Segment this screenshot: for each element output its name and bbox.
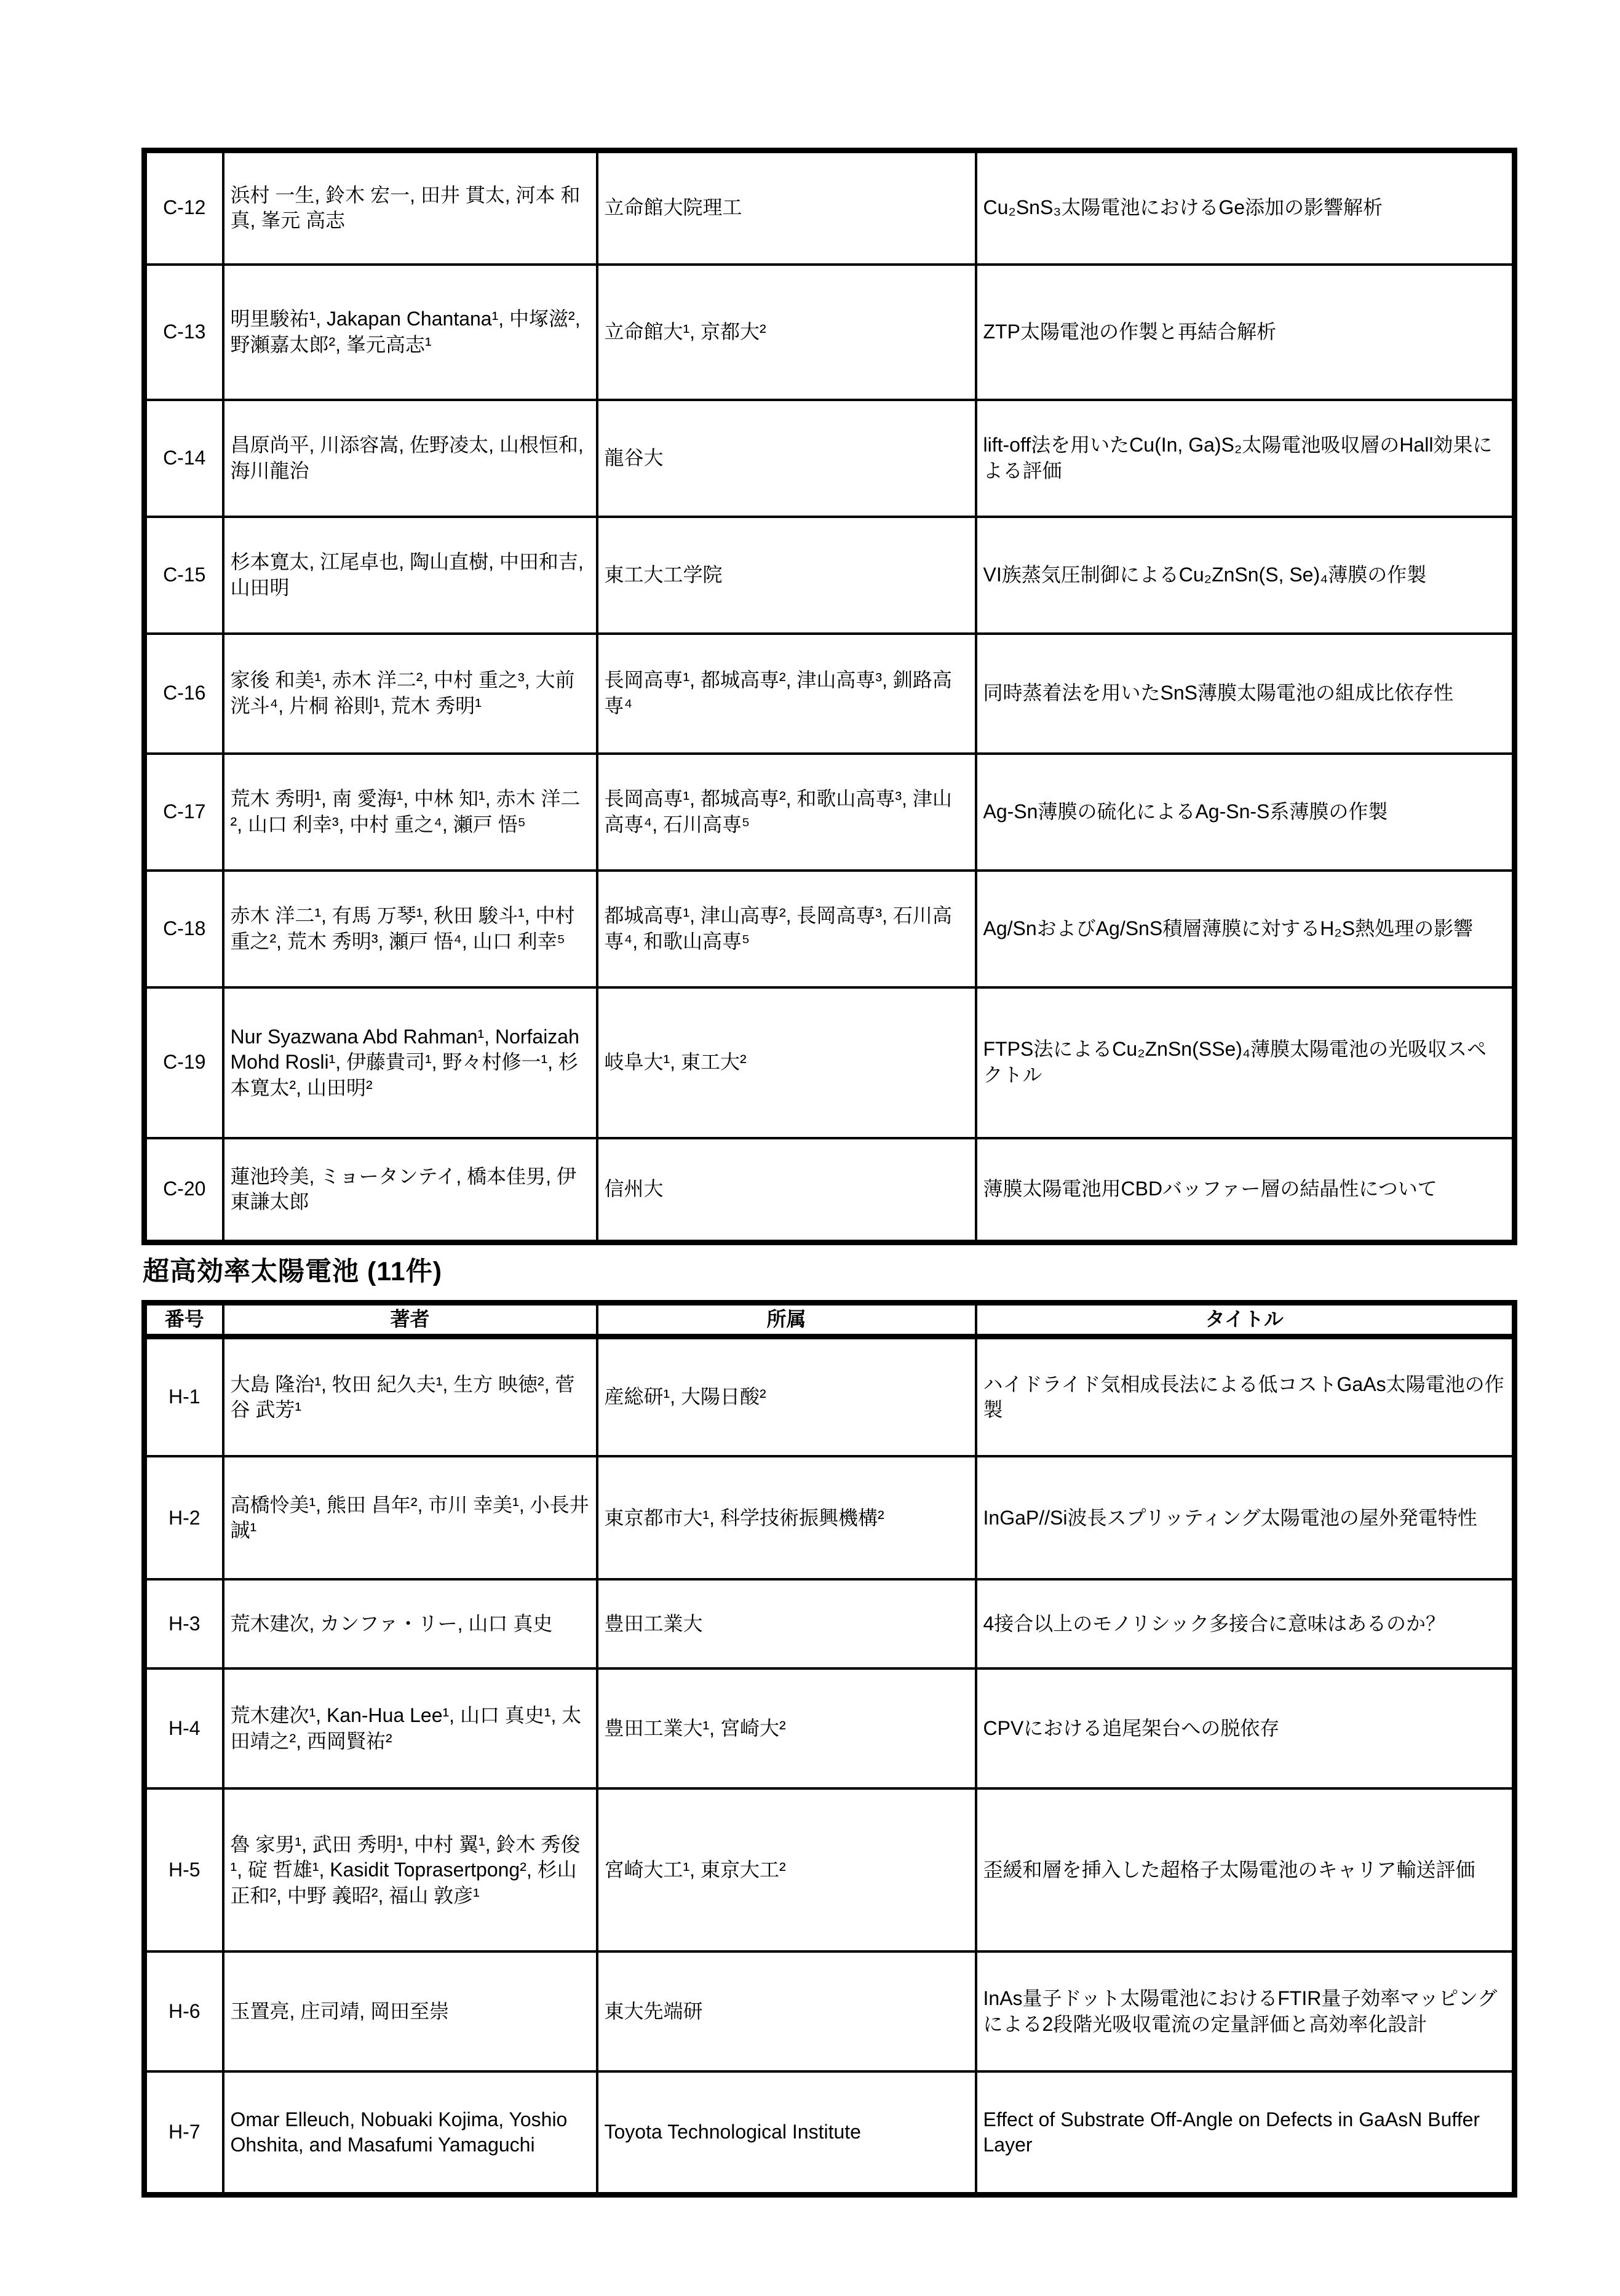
authors-cell: 荒木 秀明¹, 南 愛海¹, 中林 知¹, 赤木 洋二², 山口 利幸³, 中村 重之⁴, 瀬戸 悟⁵	[223, 754, 597, 871]
title-cell: ハイドライド気相成長法による低コストGaAs太陽電池の作製	[976, 1336, 1515, 1456]
title-cell: 薄膜太陽電池用CBDバッファー層の結晶性について	[976, 1138, 1515, 1243]
presentation-id-cell: C-17	[145, 754, 223, 871]
high-efficiency-session-rows	[145, 1336, 1515, 2194]
table-row	[145, 1456, 1515, 1579]
high-efficiency-session-table	[141, 1300, 1517, 2198]
title-cell: CPVにおける追尾架台への脱依存	[976, 1668, 1515, 1788]
table-row	[145, 1951, 1515, 2071]
affiliation-cell: 長岡高専¹, 都城高専², 津山高専³, 釧路高専⁴	[597, 634, 976, 754]
presentation-id-cell: H-5	[145, 1788, 223, 1951]
authors-cell: 浜村 一生, 鈴木 宏一, 田井 貫太, 河本 和真, 峯元 高志	[223, 151, 597, 265]
title-cell: ZTP太陽電池の作製と再結合解析	[976, 265, 1515, 400]
authors-cell: 杉本寛太, 江尾卓也, 陶山直樹, 中田和吉, 山田明	[223, 517, 597, 634]
authors-cell: 家後 和美¹, 赤木 洋二², 中村 重之³, 大前 洸斗⁴, 片桐 裕則¹, 荒木 秀明¹	[223, 634, 597, 754]
column-header: タイトル	[976, 1303, 1515, 1337]
title-cell: InAs量子ドット太陽電池におけるFTIR量子効率マッピングによる2段階光吸収電流の定量評価と高効率化設計	[976, 1951, 1515, 2071]
table-row	[145, 2071, 1515, 2194]
authors-cell: 荒木建次¹, Kan-Hua Lee¹, 山口 真史¹, 太田靖之², 西岡賢祐²	[223, 1668, 597, 1788]
title-cell: 同時蒸着法を用いたSnS薄膜太陽電池の組成比依存性	[976, 634, 1515, 754]
presentation-id-cell: H-1	[145, 1336, 223, 1456]
affiliation-cell: 東京都市大¹, 科学技術振興機構²	[597, 1456, 976, 1579]
authors-cell: 荒木建次, カンファ・リー, 山口 真史	[223, 1579, 597, 1668]
presentation-id-cell: H-3	[145, 1579, 223, 1668]
authors-cell: 大島 隆治¹, 牧田 紀久夫¹, 生方 映徳², 菅谷 武芳¹	[223, 1336, 597, 1456]
title-cell: Effect of Substrate Off-Angle on Defects in GaAsN Buffer Layer	[976, 2071, 1515, 2194]
affiliation-cell: 龍谷大	[597, 400, 976, 517]
authors-cell: 玉置亮, 庄司靖, 岡田至崇	[223, 1951, 597, 2071]
affiliation-cell: 都城高専¹, 津山高専², 長岡高専³, 石川高専⁴, 和歌山高専⁵	[597, 871, 976, 987]
authors-cell: 昌原尚平, 川添容嵩, 佐野凌太, 山根恒和, 海川龍治	[223, 400, 597, 517]
title-cell: InGaP//Si波長スプリッティング太陽電池の屋外発電特性	[976, 1456, 1515, 1579]
title-cell: Ag-Sn薄膜の硫化によるAg-Sn-S系薄膜の作製	[976, 754, 1515, 871]
presentation-id-cell: C-14	[145, 400, 223, 517]
presentation-id-cell: C-16	[145, 634, 223, 754]
title-cell: VI族蒸気圧制御によるCu₂ZnSn(S, Se)₄薄膜の作製	[976, 517, 1515, 634]
authors-cell: 魯 家男¹, 武田 秀明¹, 中村 翼¹, 鈴木 秀俊¹, 碇 哲雄¹, Kasidit Toprasertpong², 杉山 正和², 中野 義昭², 福山 敦彦¹	[223, 1788, 597, 1951]
authors-cell: 高橋怜美¹, 熊田 昌年², 市川 幸美¹, 小長井 誠¹	[223, 1456, 597, 1579]
table-row	[145, 754, 1515, 871]
title-cell: Cu₂SnS₃太陽電池におけるGe添加の影響解析	[976, 151, 1515, 265]
affiliation-cell: 岐阜大¹, 東工大²	[597, 987, 976, 1138]
affiliation-cell: 東工大工学院	[597, 517, 976, 634]
affiliation-cell: 宮崎大工¹, 東京大工²	[597, 1788, 976, 1951]
affiliation-cell: 豊田工業大¹, 宮崎大²	[597, 1668, 976, 1788]
section-heading-high-efficiency: 超高効率太陽電池 (11件)	[143, 1257, 443, 1286]
header-row	[145, 1303, 1515, 1337]
affiliation-cell: 長岡高専¹, 都城高専², 和歌山高専³, 津山高専⁴, 石川高専⁵	[597, 754, 976, 871]
thin-film-session-rows	[145, 151, 1515, 1243]
table-row	[145, 151, 1515, 265]
title-cell: lift-off法を用いたCu(In, Ga)S₂太陽電池吸収層のHall効果による評価	[976, 400, 1515, 517]
presentation-id-cell: C-12	[145, 151, 223, 265]
presentation-id-cell: C-13	[145, 265, 223, 400]
presentation-id-cell: C-15	[145, 517, 223, 634]
table-row	[145, 987, 1515, 1138]
presentation-id-cell: H-7	[145, 2071, 223, 2194]
presentation-id-cell: H-6	[145, 1951, 223, 2071]
title-cell: 4接合以上のモノリシック多接合に意味はあるのか？	[976, 1579, 1515, 1668]
table-row	[145, 400, 1515, 517]
affiliation-cell: 豊田工業大	[597, 1579, 976, 1668]
table-row	[145, 1668, 1515, 1788]
high-efficiency-table-head	[145, 1303, 1515, 1337]
table-row	[145, 1579, 1515, 1668]
presentation-id-cell: C-19	[145, 987, 223, 1138]
affiliation-cell: 信州大	[597, 1138, 976, 1243]
title-cell: 歪緩和層を挿入した超格子太陽電池のキャリア輸送評価	[976, 1788, 1515, 1951]
presentation-id-cell: C-20	[145, 1138, 223, 1243]
presentation-id-cell: H-2	[145, 1456, 223, 1579]
table-row	[145, 1138, 1515, 1243]
title-cell: Ag/SnおよびAg/SnS積層薄膜に対するH₂S熱処理の影響	[976, 871, 1515, 987]
title-cell: FTPS法によるCu₂ZnSn(SSe)₄薄膜太陽電池の光吸収スペクトル	[976, 987, 1515, 1138]
affiliation-cell: 立命館大院理工	[597, 151, 976, 265]
table-row	[145, 517, 1515, 634]
affiliation-cell: 東大先端研	[597, 1951, 976, 2071]
page-content	[141, 148, 1512, 2198]
authors-cell: 蓮池玲美, ミョータンテイ, 橋本佳男, 伊東謙太郎	[223, 1138, 597, 1243]
thin-film-session-table	[141, 148, 1517, 1245]
affiliation-cell: 立命館大¹, 京都大²	[597, 265, 976, 400]
authors-cell: Nur Syazwana Abd Rahman¹, Norfaizah Mohd Rosli¹, 伊藤貴司¹, 野々村修一¹, 杉本寛太², 山田明²	[223, 987, 597, 1138]
table-row	[145, 265, 1515, 400]
column-header: 著者	[223, 1303, 597, 1337]
affiliation-cell: Toyota Technological Institute	[597, 2071, 976, 2194]
authors-cell: Omar Elleuch, Nobuaki Kojima, Yoshio Ohshita, and Masafumi Yamaguchi	[223, 2071, 597, 2194]
column-header: 番号	[145, 1303, 223, 1337]
authors-cell: 赤木 洋二¹, 有馬 万琴¹, 秋田 駿斗¹, 中村 重之², 荒木 秀明³, 瀬戸 悟⁴, 山口 利幸⁵	[223, 871, 597, 987]
presentation-id-cell: H-4	[145, 1668, 223, 1788]
table-row	[145, 1336, 1515, 1456]
presentation-id-cell: C-18	[145, 871, 223, 987]
table-row	[145, 871, 1515, 987]
affiliation-cell: 産総研¹, 大陽日酸²	[597, 1336, 976, 1456]
authors-cell: 明里駿祐¹, Jakapan Chantana¹, 中塚滋², 野瀬嘉太郎², 峯元高志¹	[223, 265, 597, 400]
table-row	[145, 1788, 1515, 1951]
table-row	[145, 634, 1515, 754]
column-header: 所属	[597, 1303, 976, 1337]
